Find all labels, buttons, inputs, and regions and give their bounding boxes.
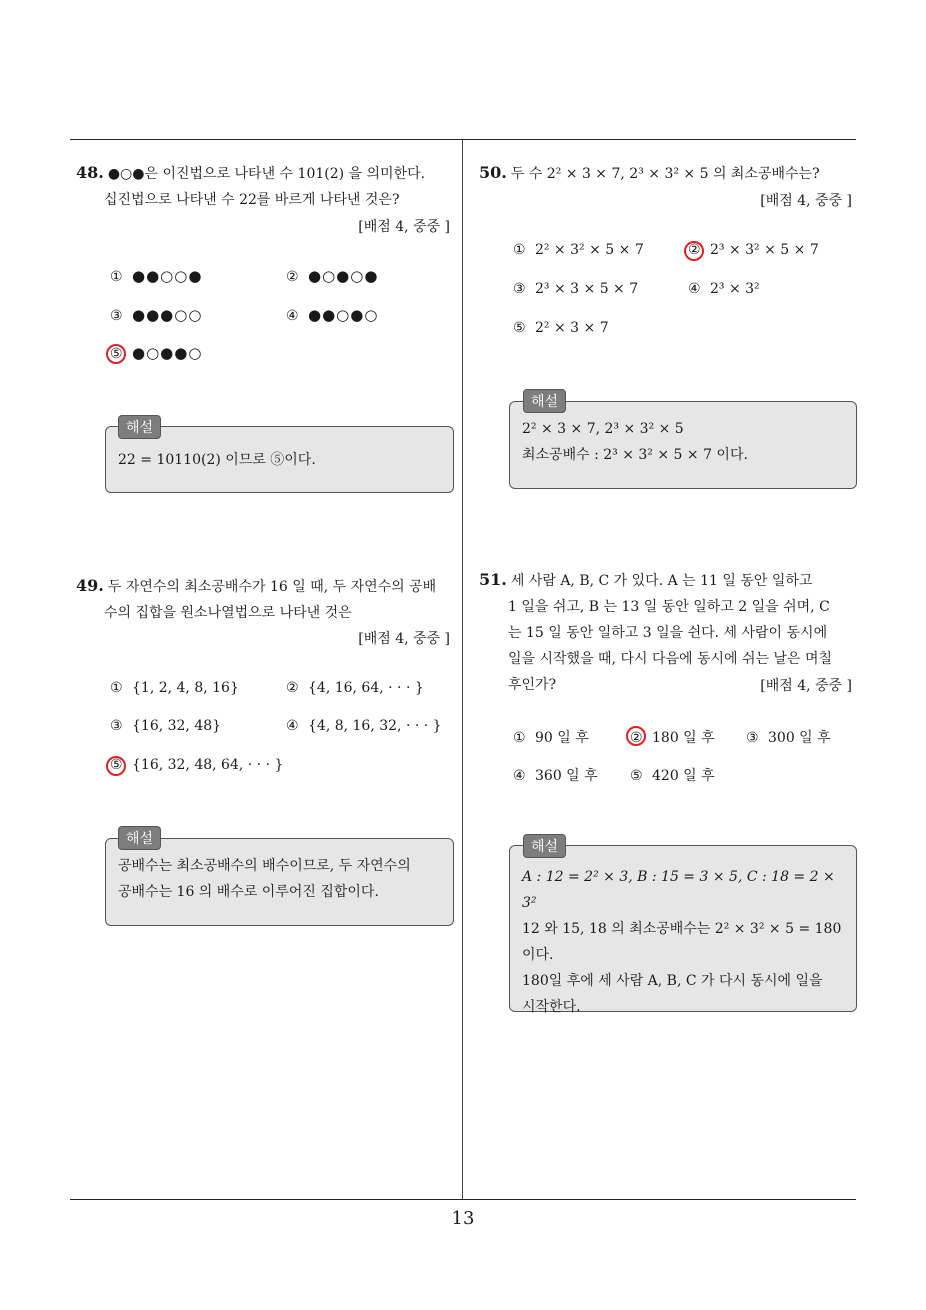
solution-text: 최소공배수 : 2³ × 3² × 5 × 7 이다. [522, 447, 748, 463]
problem-text: 는 15 일 동안 일하고 3 일을 쉰다. 세 사람이 동시에 [508, 625, 828, 641]
answer-mark [106, 756, 126, 776]
choice-5[interactable]: ⑤ 2² × 3 × 7 [513, 320, 609, 336]
choice-5[interactable]: ⑤ 420 일 후 [630, 768, 715, 784]
score-meta: [배점 4, 중중 ] [358, 631, 450, 647]
solution-text: 2² × 3 × 7, 2³ × 3² × 5 [522, 421, 684, 437]
bottom-rule [70, 1199, 856, 1200]
problem-number: 48. [76, 163, 104, 182]
problem-text: 두 자연수의 최소공배수가 16 일 때, 두 자연수의 공배 [107, 579, 437, 595]
answer-mark [684, 241, 704, 261]
problem-text: 세 사람 A, B, C 가 있다. A 는 11 일 동안 일하고 [510, 573, 813, 589]
page-number: 13 [451, 1208, 475, 1229]
problem-50 [479, 160, 859, 187]
choice-2[interactable]: ② {4, 16, 64, · · · } [286, 680, 424, 696]
solution-text: 180일 후에 세 사람 A, B, C 가 다시 동시에 일을 [522, 973, 823, 989]
problem-text: 일을 시작했을 때, 다시 다음에 동시에 쉬는 날은 며칠 [508, 651, 833, 667]
solution-box [105, 838, 454, 926]
problem-text: 1 일을 쉬고, B 는 13 일 동안 일하고 2 일을 쉬며, C [508, 599, 830, 615]
score-meta: [배점 4, 중중 ] [760, 193, 852, 209]
choice-2[interactable]: ② ●○●○● [286, 267, 379, 285]
solution-tag: 해설 [118, 415, 161, 439]
choice-1[interactable]: ① {1, 2, 4, 8, 16} [110, 680, 239, 696]
solution-text: 이다. [522, 947, 554, 963]
answer-mark [626, 726, 646, 746]
column-divider [462, 139, 463, 1199]
choice-5[interactable]: ⑤ {16, 32, 48, 64, · · · } [110, 757, 284, 773]
problem-number: 50. [479, 163, 507, 182]
choice-4[interactable]: ④ ●●○●○ [286, 306, 379, 324]
top-rule [70, 139, 856, 140]
choice-4[interactable]: ④ 360 일 후 [513, 768, 598, 784]
solution-tag: 해설 [523, 389, 566, 413]
answer-mark [106, 344, 126, 364]
solution-tag: 해설 [523, 834, 566, 858]
solution-box [509, 845, 857, 1015]
solution-text: A : 12 = 2² × 3, B : 15 = 3 × 5, C : 18 = 2 × 3² [522, 869, 835, 911]
choice-4[interactable]: ④ 2³ × 3² [688, 281, 760, 297]
solution-box [509, 401, 857, 489]
choice-4[interactable]: ④ {4, 8, 16, 32, · · · } [286, 718, 442, 734]
solution-text: 공배수는 16 의 배수로 이루어진 집합이다. [118, 884, 379, 900]
problem-49 [76, 573, 456, 626]
choice-2[interactable]: ② 2³ × 3² × 5 × 7 [688, 242, 819, 258]
solution-tag: 해설 [118, 826, 161, 850]
solution-text: 공배수는 최소공배수의 배수이므로, 두 자연수의 [118, 858, 411, 874]
problem-text: 십진법으로 나타낸 수 22를 바르게 나타낸 것은? [104, 192, 400, 208]
choice-2[interactable]: ② 180 일 후 [630, 730, 715, 746]
choice-3[interactable]: ③ 300 일 후 [746, 730, 831, 746]
problem-number: 51. [479, 570, 507, 589]
score-meta: [배점 4, 중중 ] [358, 219, 450, 235]
choice-1[interactable]: ① 90 일 후 [513, 730, 589, 746]
choice-3[interactable]: ③ ●●●○○ [110, 306, 203, 324]
problem-number: 49. [76, 576, 104, 595]
choice-3[interactable]: ③ 2³ × 3 × 5 × 7 [513, 281, 639, 297]
choice-1[interactable]: ① ●●○○● [110, 267, 203, 285]
problem-text: ●○●은 이진법으로 나타낸 수 101(2) 을 의미한다. [107, 166, 426, 182]
solution-text: 시작한다. [522, 999, 581, 1015]
score-meta: [배점 4, 중중 ] [760, 678, 852, 694]
solution-text: 22 = 10110(2) 이므로 ⑤이다. [118, 452, 316, 468]
solution-text: 12 와 15, 18 의 최소공배수는 2² × 3² × 5 = 180 [522, 921, 842, 937]
problem-text: 수의 집합을 원소나열법으로 나타낸 것은 [104, 605, 352, 621]
problem-text: 두 수 2² × 3 × 7, 2³ × 3² × 5 의 최소공배수는? [510, 166, 820, 182]
choice-3[interactable]: ③ {16, 32, 48} [110, 718, 222, 734]
choice-5[interactable]: ⑤ ●○●●○ [110, 344, 203, 362]
choice-1[interactable]: ① 2² × 3² × 5 × 7 [513, 242, 644, 258]
problem-48 [76, 160, 456, 213]
problem-text: 후인가? [508, 677, 557, 693]
